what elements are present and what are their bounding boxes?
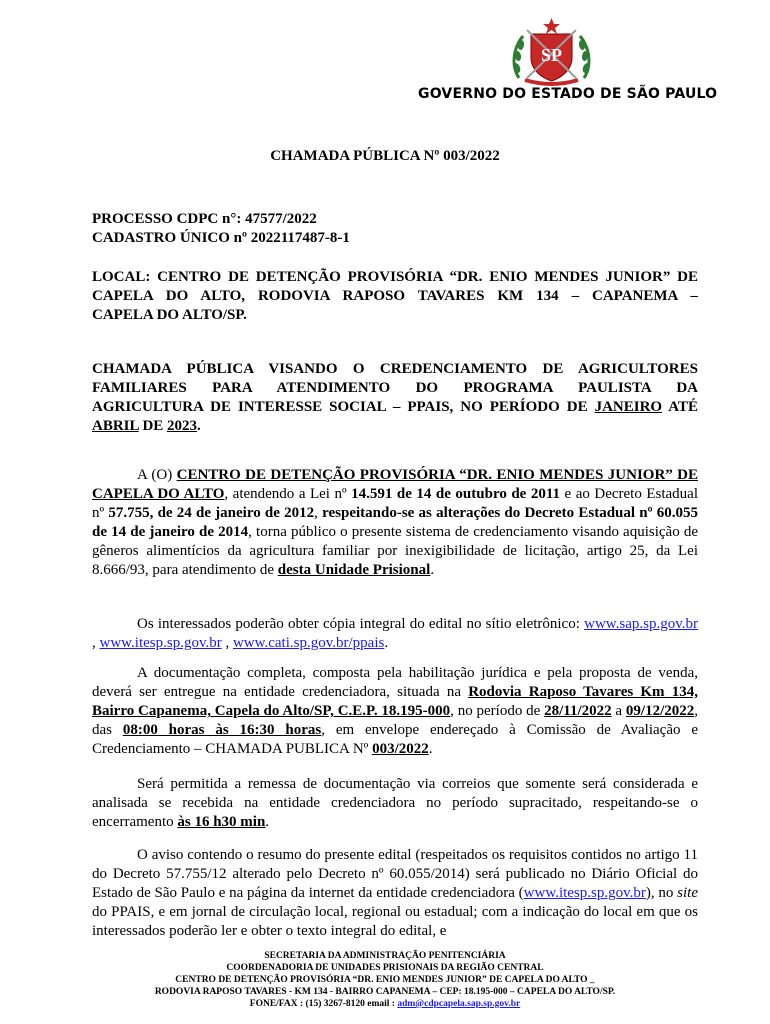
delivery-address: Rodovia Raposo Tavares Km 134, Bairro Capanema, Capela do Alto/SP, C.E.P. 18.195-000 bbox=[92, 684, 699, 719]
text: , em envelope endereçado à Comissão de Avaliação e Credenciamento – CHAMADA PUBLICA Nº bbox=[92, 722, 698, 757]
text: . bbox=[384, 635, 389, 651]
call-subject-block bbox=[92, 360, 698, 436]
text: , no período de bbox=[450, 703, 545, 719]
unit-name: CENTRO DE DETENÇÃO PROVISÓRIA “DR. ENIO MENDES JUNIOR” DE CAPELA DO ALTO bbox=[92, 467, 698, 502]
subject-text: . bbox=[197, 418, 201, 434]
text: , bbox=[92, 635, 100, 651]
subject-text: ATÉ bbox=[662, 399, 698, 415]
text: , das bbox=[92, 703, 698, 738]
subject-month-start: JANEIRO bbox=[594, 399, 663, 415]
text: do PPAIS, e em jornal de circulação local, regional ou estadual; com a indicação do local em que os interessados poderão ler e obter o texto integral do edital, e bbox=[92, 904, 698, 939]
subject-line-2: FAMILIARES PARA ATENDIMENTO DO PROGRAMA PAULISTA DA bbox=[92, 380, 698, 396]
footer-line-4: RODOVIA RAPOSO TAVARES - KM 134 - BAIRRO CAPANEMA – CEP: 18.195-000 – CAPELA DO ALTO/SP. bbox=[154, 987, 616, 997]
subject-year: 2023 bbox=[167, 418, 198, 434]
location-line-3: CAPELA DO ALTO/SP. bbox=[92, 307, 247, 323]
process-number: PROCESSO CDPC n°: 47577/2022 bbox=[92, 211, 317, 227]
text: A documentação completa, composta pela habilitação jurídica e pela proposta de venda, deverá ser entregue na entidade credenciadora, situada na bbox=[92, 665, 698, 700]
link-sap[interactable]: www.sap.sp.gov.br bbox=[584, 616, 698, 632]
seal-letters: SP bbox=[540, 45, 563, 65]
decree-amendment: respeitando-se as alterações do Decreto Estadual nº 60.055 de 14 de janeiro de 2014 bbox=[92, 505, 698, 540]
law-reference: 14.591 de 14 de outubro de 2011 bbox=[351, 486, 561, 502]
text: , atendendo a Lei nº bbox=[224, 486, 352, 502]
registry-number: CADASTRO ÚNICO nº 2022117487-8-1 bbox=[92, 230, 350, 246]
location-line-2: CAPELA DO ALTO, RODOVIA RAPOSO TAVARES KM 134 – CAPANEMA – bbox=[92, 288, 698, 304]
text: ), no bbox=[645, 885, 678, 901]
text: . bbox=[430, 562, 435, 578]
text: Os interessados poderão obter cópia integral do edital no sítio eletrônico: bbox=[137, 616, 585, 632]
process-block bbox=[92, 210, 698, 248]
call-number: 003/2022 bbox=[372, 741, 429, 757]
footer-contact: FONE/FAX : (15) 3267-8120 email : bbox=[249, 999, 398, 1009]
subject-month-end: ABRIL bbox=[92, 418, 139, 434]
subject-text: DE bbox=[138, 418, 168, 434]
text: . bbox=[265, 814, 270, 830]
letterhead bbox=[0, 18, 770, 108]
link-cati[interactable]: www.cati.sp.gov.br/ppais bbox=[232, 635, 385, 651]
government-title: GOVERNO DO ESTADO DE SÃO PAULO bbox=[418, 86, 718, 102]
paragraph-notice bbox=[92, 846, 698, 941]
end-date: 09/12/2022 bbox=[625, 703, 695, 719]
location-block bbox=[92, 268, 698, 325]
unit-reference: desta Unidade Prisional bbox=[277, 562, 431, 578]
decree-reference: 57.755, de 24 de janeiro de 2012 bbox=[108, 505, 315, 521]
paragraph-mail bbox=[92, 775, 698, 832]
text: , bbox=[221, 635, 233, 651]
footer-line-3: CENTRO DE DETENÇÃO PROVISÓRIA “DR. ENIO MENDES JUNIOR” DE CAPELA DO ALTO _ bbox=[175, 975, 595, 985]
link-itesp[interactable]: www.itesp.sp.gov.br bbox=[99, 635, 222, 651]
footer-line-1: SECRETARIA DA ADMINISTRAÇÃO PENITENCIÁRIA bbox=[264, 951, 506, 961]
footer-email-link[interactable]: adm@cdpcapela.sap.sp.gov.br bbox=[397, 999, 521, 1009]
page-footer bbox=[0, 950, 770, 1010]
text: Será permitida a remessa de documentação via correios que somente será considerada e analisada se recebida na entidade credenciadora no período supracitado, respeitando-se o encerramento bbox=[92, 776, 698, 830]
closing-time: às 16 h30 min bbox=[177, 814, 266, 830]
footer-line-5 bbox=[0, 998, 770, 1010]
paragraph-intro bbox=[92, 466, 698, 580]
text: , bbox=[314, 505, 323, 521]
footer-line-2: COORDENADORIA DE UNIDADES PRISIONAIS DA REGIÃO CENTRAL bbox=[226, 963, 544, 973]
location-line-1: LOCAL: CENTRO DE DETENÇÃO PROVISÓRIA “DR. ENIO MENDES JUNIOR” DE bbox=[92, 269, 698, 285]
text: A (O) bbox=[137, 467, 177, 483]
text: a bbox=[611, 703, 626, 719]
text: . bbox=[428, 741, 433, 757]
delivery-hours: 08:00 horas às 16:30 horas bbox=[122, 722, 322, 738]
subject-line-4 bbox=[92, 417, 698, 436]
subject-text: AGRICULTURA DE INTERESSE SOCIAL – PPAIS, NO PERÍODO DE bbox=[92, 399, 595, 415]
text-italic: site bbox=[677, 885, 699, 901]
text: O aviso contendo o resumo do presente edital (respeitados os requisitos contidos no artigo 11 do Decreto 57.755/12 alterado pelo Decreto nº 60.055/2014) será publicado no Diário Oficial do Estado de São Paulo e na página da internet da entidade credenciadora ( bbox=[92, 847, 698, 901]
paragraph-websites bbox=[92, 615, 698, 653]
subject-line-1: CHAMADA PÚBLICA VISANDO O CREDENCIAMENTO DE AGRICULTORES bbox=[92, 361, 698, 377]
document-title: CHAMADA PÚBLICA Nº 003/2022 bbox=[270, 148, 500, 164]
start-date: 28/11/2022 bbox=[544, 703, 612, 719]
text: e ao Decreto Estadual nº bbox=[92, 486, 698, 521]
paragraph-documentation bbox=[92, 664, 698, 759]
text: , torna público o presente sistema de credenciamento visando aquisição de gêneros alimentícios da agricultura familiar por inexigibilidade de licitação, artigo 25, da Lei 8.666/93, para atendimento de bbox=[92, 524, 698, 578]
link-itesp-notice[interactable]: www.itesp.sp.gov.br bbox=[523, 885, 646, 901]
subject-line-3 bbox=[92, 398, 698, 417]
sao-paulo-coat-of-arms-icon bbox=[509, 18, 594, 86]
